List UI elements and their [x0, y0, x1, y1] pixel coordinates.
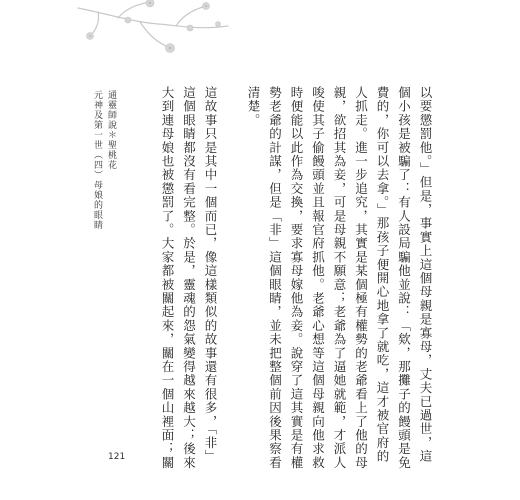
page-number: 121: [108, 452, 126, 462]
text-column: 大到連母娘也被懲罰了。大家都被關起來，關在一個山裡面；關: [160, 86, 175, 470]
text-column: 勢老爺的計謀，但是「非」這個眼睛，並未把整個前因後果察看: [267, 86, 283, 470]
text-column: 時便能以此作為交換，要求寡母嫁他為妾。說穿了這其實是有權: [289, 86, 304, 470]
text-column: 親，欲招其為妾，可是母親不願意；老爺為了逼她就範，才派人: [332, 86, 347, 470]
text-column: 人抓走。進一步追究，其實是某個極有權勢的老爺看上了他的母: [353, 86, 369, 470]
text-column: 唆使其子偷饅頭並且報官府抓他。老爺心想等這個母親向他求救: [310, 86, 326, 470]
text-column: 這個眼睛都沒有看完整。於是，靈魂的怨氣變得越來越大；後來: [181, 86, 197, 470]
text-column: 清楚。: [246, 86, 261, 128]
plum-blossom-branch-decoration: [78, 0, 228, 60]
body-text: [160, 86, 436, 470]
book-title: 通靈師說＊聖桃花: [106, 90, 116, 170]
running-head: [90, 90, 120, 350]
chapter-title: 元神及第一世（四）母娘的眼睛: [92, 90, 102, 230]
text-column: 以要懲罰他。」但是，事實上這個母親是寡母，丈夫已過世，這: [418, 86, 433, 464]
text-column: 個小孩是被騙了：有人設局騙他並說：「欸，那攤子的饅頭是免: [396, 86, 412, 470]
text-column: 這故事只是其中一個而已，像這樣類似的故事還有很多，「非」: [203, 86, 218, 464]
text-column: 費的，你可以去拿。」那孩子便開心地拿了就吃，這才被官府的: [375, 86, 390, 464]
paragraph-break: [221, 86, 243, 410]
